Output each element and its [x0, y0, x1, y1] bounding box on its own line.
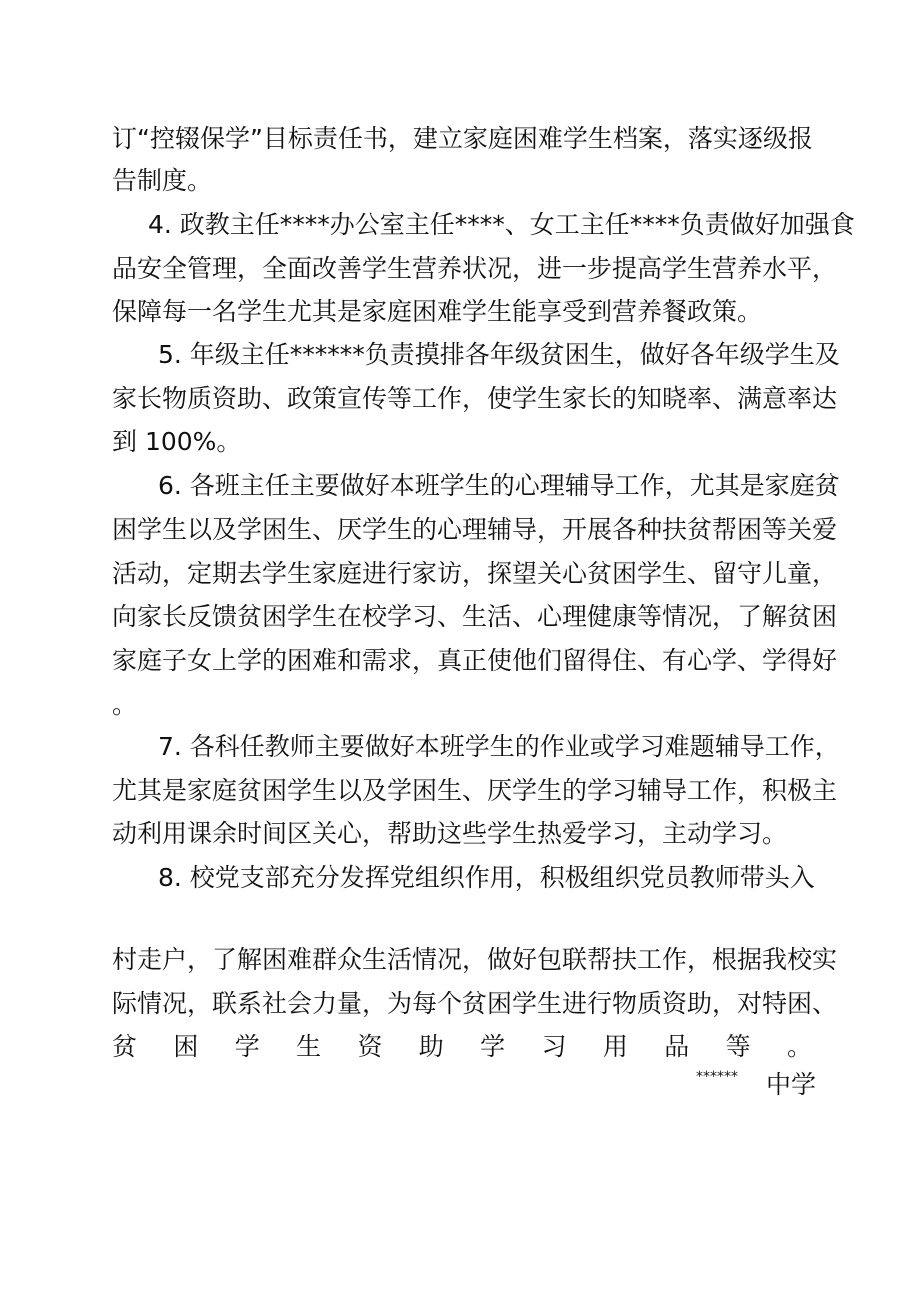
signature-stars: ******	[696, 1069, 738, 1085]
text-line: 品安全管理，全面改善学生营养状况，进一步提高学生营养水平，	[112, 254, 838, 283]
text-line: 村走户，了解困难群众生活情况，做好包联帮扶工作，根据我校实	[112, 945, 838, 974]
text-line: 8. 校党支部充分发挥党组织作用，积极组织党员教师带头入	[158, 863, 815, 892]
spread-char: 等	[725, 1032, 751, 1061]
text-line: 4. 政教主任****办公室主任****、女工主任****负责做好加强食	[148, 210, 855, 239]
text-line: 困学生以及学困生、厌学生的心理辅导，开展各种扶贫帮困等关爱	[112, 515, 838, 544]
text-line: 家庭子女上学的困难和需求，真正使他们留得住、有心学、学得好	[112, 646, 838, 675]
spread-char: 助	[418, 1032, 444, 1061]
text-line: 。	[112, 690, 138, 719]
spread-char: 贫	[112, 1032, 138, 1061]
spread-char: 用	[602, 1032, 628, 1061]
spread-char: 资	[357, 1032, 383, 1061]
signature-school: 中学	[766, 1070, 817, 1099]
text-line: 活动，定期去学生家庭进行家访，探望关心贫困学生、留守儿童，	[112, 559, 838, 588]
text-line: 5. 年级主任******负责摸排各年级贫困生，做好各年级学生及	[158, 340, 840, 369]
text-line: 保障每一名学生尤其是家庭困难学生能享受到营养餐政策。	[112, 297, 763, 326]
spread-char: 。	[786, 1032, 812, 1061]
text-line: 7. 各科任教师主要做好本班学生的作业或学习难题辅导工作，	[158, 732, 840, 761]
spread-char: 学	[480, 1032, 506, 1061]
text-line: 告制度。	[112, 166, 213, 195]
spread-char: 生	[296, 1032, 322, 1061]
text-line: 际情况，联系社会力量，为每个贫困学生进行物质资助，对特困、	[112, 989, 838, 1018]
text-line: 订“控辍保学”目标责任书，建立家庭困难学生档案，落实逐级报	[112, 124, 813, 153]
text-line: 到 100%。	[112, 427, 242, 456]
spread-char: 困	[173, 1032, 199, 1061]
spread-text-line	[112, 1032, 812, 1062]
spread-char: 学	[234, 1032, 260, 1061]
spread-char: 习	[541, 1032, 567, 1061]
text-line: 尤其是家庭贫困学生以及学困生、厌学生的学习辅导工作，积极主	[112, 776, 838, 805]
spread-char: 品	[664, 1032, 690, 1061]
text-line: 动利用课余时间区关心，帮助这些学生热爱学习，主动学习。	[112, 819, 788, 848]
text-line: 6. 各班主任主要做好本班学生的心理辅导工作，尤其是家庭贫	[158, 471, 840, 500]
text-line: 家长物质资助、政策宣传等工作，使学生家长的知晓率、满意率达	[112, 384, 838, 413]
text-line: 向家长反馈贫困学生在校学习、生活、心理健康等情况，了解贫困	[112, 602, 838, 631]
